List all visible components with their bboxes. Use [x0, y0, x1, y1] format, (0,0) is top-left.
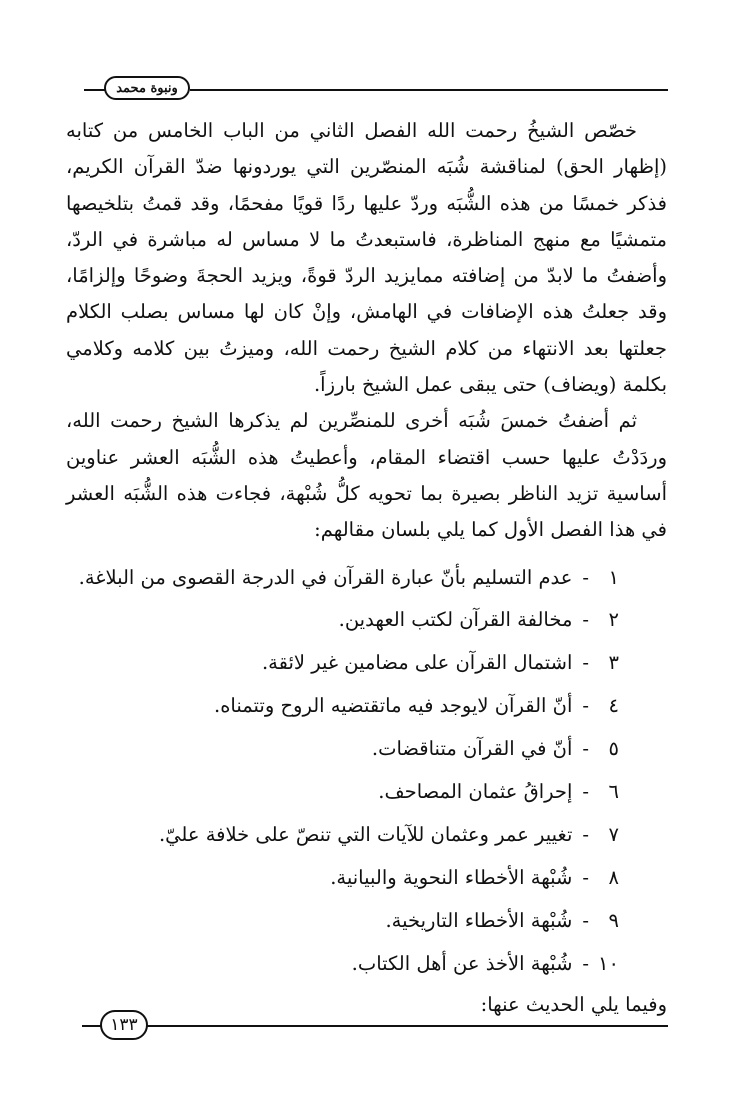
page-number: ١٣٣ [110, 1015, 138, 1035]
list-item-dash: - [582, 565, 589, 589]
list-item-number: ٣ [608, 651, 619, 675]
paragraph-intro: خصّص الشيخُ رحمت الله الفصل الثاني من الباب الخامس من كتابه (إظهار الحق) لمناقشة شُبَه المنصّرين التي يوردونها ضدّ القرآن الكريم، فذكر خمسًا من هذه الشُّبَه وردّ عليها ردًا قويًا مفحمًا، وقد قمتُ بتلخيصها متمشيًا مع منهج المناظرة، فاستبعدتُ ما لا مساس له مباشرة في الردّ، وأضفتُ ما لابدّ من إضافته ممايزيد الردّ قوةً، ويزيد الحجةَ وضوحًا وإلزامًا، وقد جعلتُ هذه الإضافات في الهامش، وإنْ كان لها مساس بصلب الكلام جعلتها بعد الانتهاء من كلام الشيخ رحمت الله، وميزتُ بين كلامه وكلامي بكلمة (ويضاف) حتى يبقى عمل الشيخ بارزاً. [66, 119, 667, 397]
list-item-number: ٩ [608, 908, 619, 932]
list-item [66, 642, 619, 685]
list-item-number: ٨ [608, 865, 619, 889]
list-item-dash: - [582, 951, 589, 975]
list-item [66, 900, 619, 943]
list-item-number: ١ [608, 565, 619, 589]
list-item [66, 685, 619, 728]
list-item-dash: - [582, 780, 589, 804]
list-item-text: شُبْهة الأخطاء التاريخية. [385, 908, 573, 932]
list-item-number: ٧ [608, 822, 619, 846]
list-item-dash: - [582, 737, 589, 761]
list-item-text: اشتمال القرآن على مضامين غير لائقة. [261, 651, 573, 675]
list-item-text: إحراقُ عثمان المصاحف. [378, 780, 573, 804]
list-item-number: ٦ [608, 780, 619, 804]
list-item [66, 728, 619, 771]
list-item-dash: - [582, 865, 589, 889]
list-item-text: مخالفة القرآن لكتب العهدين. [338, 608, 573, 632]
list-item-dash: - [582, 908, 589, 932]
list-item-text: تغيير عمر وعثمان للآيات التي تنصّ على خلافة عليّ. [158, 822, 573, 846]
paragraph-additions: ثم أضفتُ خمسَ شُبَه أخرى للمنصِّرين لم يذكرها الشيخ رحمت الله، وردَدْتُ عليها حسب اقتضاء المقام، وأعطيتُ هذه الشُّبَه العشر عناوين أساسية تزيد الناظر بصيرة بما تحويه كلُّ شُبْهة، فجاءت هذه الشُّبَه العشر في هذا الفصل الأول كما يلي بلسان مقالهم: [66, 409, 667, 542]
page-body [66, 113, 667, 1024]
list-item [66, 771, 619, 814]
header-rule [190, 89, 668, 91]
header-rule-left [84, 89, 106, 91]
list-item-text: أنّ القرآن لايوجد فيه ماتقتضيه الروح وتتمناه. [214, 694, 573, 718]
list-item [66, 557, 619, 600]
list-item-number: ٤ [608, 694, 619, 718]
list-item-number: ٥ [608, 737, 619, 761]
page-number-badge [100, 1010, 148, 1040]
list-item-number: ١٠ [598, 951, 619, 975]
list-item-dash: - [582, 694, 589, 718]
list-item-text: عدم التسليم بأنّ عبارة القرآن في الدرجة القصوى من البلاغة. [78, 565, 573, 589]
list-item [66, 599, 619, 642]
list-item-text: شُبْهة الأخذ عن أهل الكتاب. [351, 951, 573, 975]
running-title: ونبوة محمد [116, 80, 178, 96]
list-item-dash: - [582, 651, 589, 675]
footer-rule-left [82, 1025, 102, 1027]
list-item-text: أنّ في القرآن متناقضات. [371, 737, 573, 761]
list-item [66, 857, 619, 900]
closing-line: وفيما يلي الحديث عنها: [480, 993, 667, 1017]
list-item-number: ٢ [608, 608, 619, 632]
running-title-badge [104, 76, 190, 100]
footer-rule [147, 1025, 668, 1027]
list-item [66, 943, 619, 986]
objections-list [66, 557, 667, 986]
list-item [66, 814, 619, 857]
list-item-dash: - [582, 822, 589, 846]
list-item-dash: - [582, 608, 589, 632]
list-item-text: شُبْهة الأخطاء النحوية والبيانية. [330, 865, 573, 889]
